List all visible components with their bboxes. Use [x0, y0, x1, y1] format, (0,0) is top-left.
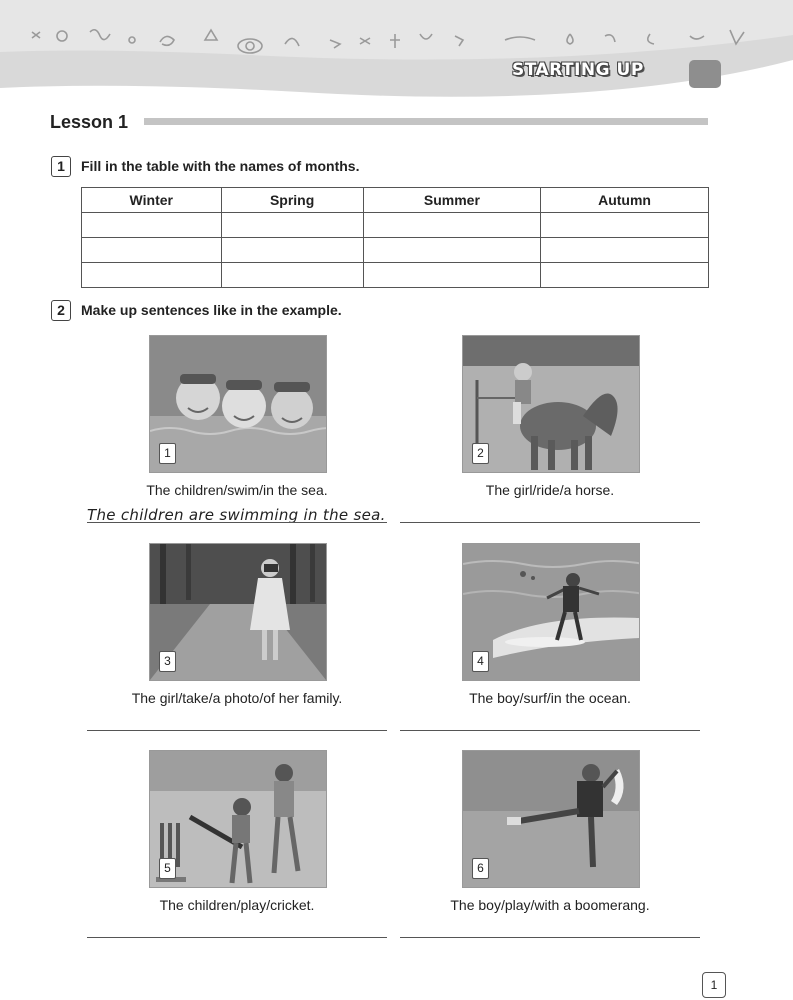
table-cell[interactable] [82, 238, 222, 263]
item-2-prompt: The girl/ride/a horse. [485, 482, 615, 498]
boy-surfing-photo [462, 543, 640, 681]
item-1-answer: The children are swimming in the sea. [87, 506, 386, 524]
table-cell[interactable] [363, 263, 540, 288]
table-cell[interactable] [363, 213, 540, 238]
months-table [81, 187, 709, 288]
header-banner [0, 0, 793, 100]
item-6-prompt: The boy/play/with a boomerang. [450, 897, 650, 913]
column-header-spring: Spring [221, 188, 363, 213]
boy-boomerang-photo [462, 750, 640, 888]
table-cell[interactable] [541, 213, 709, 238]
item-1-number: 1 [159, 443, 176, 464]
item-6-number: 6 [472, 858, 489, 879]
column-header-winter: Winter [82, 188, 222, 213]
lesson-title: Lesson 1 [50, 112, 129, 132]
item-2-number: 2 [472, 443, 489, 464]
children-cricket-photo [149, 750, 327, 888]
item-2-answer-line[interactable] [400, 522, 700, 523]
item-4-number: 4 [472, 651, 489, 672]
item-3-number: 3 [159, 651, 176, 672]
table-cell[interactable] [82, 213, 222, 238]
page-header [0, 0, 793, 100]
item-5-prompt: The children/play/cricket. [159, 897, 315, 913]
table-row [82, 213, 709, 238]
item-3-prompt: The girl/take/a photo/of her family. [131, 690, 343, 706]
exercise-1-number: 1 [51, 156, 71, 177]
table-row [82, 238, 709, 263]
children-swimming-photo [149, 335, 327, 473]
item-5-answer-line[interactable] [87, 937, 387, 938]
table-cell[interactable] [221, 213, 363, 238]
item-4-prompt: The boy/surf/in the ocean. [469, 690, 631, 706]
table-cell[interactable] [82, 263, 222, 288]
girl-riding-horse-photo [462, 335, 640, 473]
item-5-number: 5 [159, 858, 176, 879]
section-title: STARTING UP [512, 60, 644, 80]
column-header-summer: Summer [363, 188, 540, 213]
exercise-2-number: 2 [51, 300, 71, 321]
item-4-answer-line[interactable] [400, 730, 700, 731]
table-cell[interactable] [221, 238, 363, 263]
girl-taking-photo-photo [149, 543, 327, 681]
section-tab [689, 60, 721, 88]
item-6-answer-line[interactable] [400, 937, 700, 938]
table-cell[interactable] [541, 238, 709, 263]
item-1-answer-line[interactable] [87, 522, 387, 523]
table-cell[interactable] [541, 263, 709, 288]
page-number: 1 [702, 972, 726, 998]
column-header-autumn: Autumn [541, 188, 709, 213]
table-row [82, 263, 709, 288]
table-cell[interactable] [363, 238, 540, 263]
exercise-1-instruction: Fill in the table with the names of months. [81, 158, 360, 174]
lesson-divider [144, 118, 708, 125]
table-cell[interactable] [221, 263, 363, 288]
item-3-answer-line[interactable] [87, 730, 387, 731]
exercise-2-instruction: Make up sentences like in the example. [81, 302, 342, 318]
item-1-prompt: The children/swim/in the sea. [146, 482, 328, 498]
